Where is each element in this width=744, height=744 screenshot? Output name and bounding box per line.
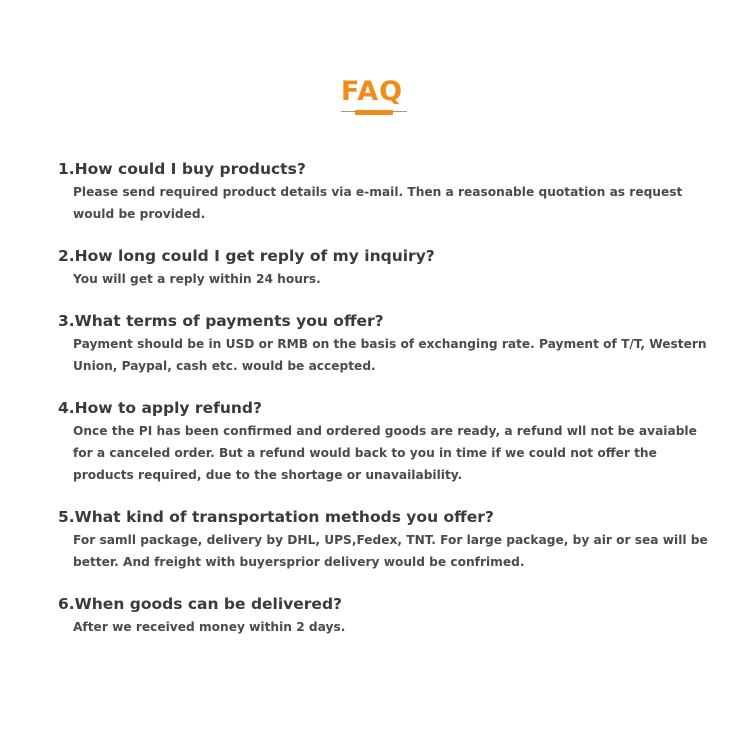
faq-answer-line: After we received money within 2 days. (73, 620, 346, 634)
faq-question: 6.When goods can be delivered? (58, 595, 343, 613)
faq-answer-line: Payment should be in USD or RMB on the basis of exchanging rate. Payment of T/T, Western (73, 337, 707, 351)
faq-item-reply-time (58, 244, 678, 290)
faq-answer-line: Please send required product details via e-mail. Then a reasonable quotation as request (73, 185, 683, 199)
faq-question: 2.How long could I get reply of my inquiry? (58, 247, 435, 265)
faq-header (0, 76, 744, 108)
faq-item-buy-products (58, 157, 683, 225)
faq-question: 1.How could I buy products? (58, 160, 306, 178)
faq-item-refund (58, 396, 697, 486)
faq-answer-line: Once the PI has been confirmed and ordered goods are ready, a refund wll not be avaiable (73, 424, 697, 438)
faq-answer (73, 268, 678, 290)
faq-answer-line: Union, Paypal, cash etc. would be accepted. (73, 359, 376, 373)
faq-answer-line: For samll package, delivery by DHL, UPS,Fedex, TNT. For large package, by air or sea will be (73, 533, 708, 547)
faq-answer (73, 616, 678, 638)
page-title: FAQ (340, 76, 404, 107)
faq-list (58, 157, 708, 657)
faq-question: 5.What kind of transportation methods you offer? (58, 508, 494, 526)
faq-answer-line: You will get a reply within 24 hours. (73, 272, 321, 286)
faq-answer (73, 181, 683, 225)
faq-answer-line: products required, due to the shortage or unavailability. (73, 468, 463, 482)
faq-answer-line: would be provided. (73, 207, 206, 221)
faq-answer-line: better. And freight with buyersprior delivery would be confrimed. (73, 555, 525, 569)
faq-answer (73, 420, 697, 486)
title-accent-bar (355, 110, 393, 115)
faq-question: 3.What terms of payments you offer? (58, 312, 384, 330)
faq-item-payment-terms (58, 309, 707, 377)
faq-item-transportation (58, 505, 708, 573)
faq-item-delivery-time (58, 592, 678, 638)
faq-answer-line: for a canceled order. But a refund would back to you in time if we could not offer the (73, 446, 657, 460)
faq-answer (73, 529, 708, 573)
faq-answer (73, 333, 707, 377)
faq-question: 4.How to apply refund? (58, 399, 262, 417)
